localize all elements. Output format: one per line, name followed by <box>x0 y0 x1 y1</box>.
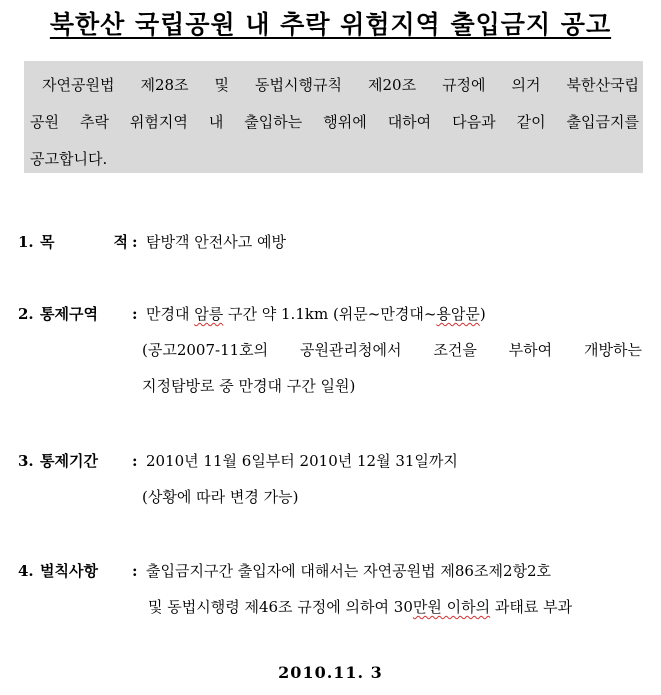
item-value <box>146 296 648 332</box>
notice-title <box>0 8 661 42</box>
item-label <box>40 224 132 260</box>
item-colon: : <box>132 562 138 580</box>
spellcheck-word: 용암문 <box>436 305 480 323</box>
item-continuation-1 <box>148 589 648 625</box>
item-number: 1. <box>18 233 34 251</box>
item-value: 출입금지구간 출입자에 대해서는 자연공원법 제86조제2항2호 <box>146 562 552 580</box>
item-continuation-2: 지정탐방로 중 만경대 구간 일원) <box>142 377 356 395</box>
value-part: 만경대 <box>146 305 195 323</box>
intro-box <box>24 61 643 173</box>
item-colon: : <box>132 233 138 251</box>
spellcheck-word: 암릉 <box>194 305 224 323</box>
item-value: 탐방객 안전사고 예방 <box>146 233 286 251</box>
item-continuation-1: (공고2007-11호의 공원관리청에서 조건을 부하여 개방하는 <box>142 341 642 359</box>
item-label: 벌칙사항 <box>40 562 98 580</box>
intro-line-1: 자연공원법 제28조 및 동법시행규칙 제20조 규정에 의거 북한산국립 <box>42 76 639 94</box>
item-penalty <box>18 553 648 625</box>
intro-line-3: 공고합니다. <box>30 150 108 168</box>
item-continuation-1: (상황에 따라 변경 가능) <box>142 488 299 506</box>
continuation-part: 과태료 부과 <box>490 598 573 616</box>
item-label: 통제구역 <box>40 305 98 323</box>
item-colon: : <box>132 305 138 323</box>
item-label-part-b: 적 <box>113 233 128 251</box>
spellcheck-word: 만원 이하의 <box>412 598 491 616</box>
item-control-period <box>18 443 648 515</box>
item-label-part-a: 목 <box>40 233 55 251</box>
item-value: 2010년 11월 6일부터 2010년 12월 31일까지 <box>146 452 458 470</box>
item-control-area <box>18 296 648 404</box>
notice-title-text: 북한산 국립공원 내 추락 위험지역 출입금지 공고 <box>49 10 612 39</box>
notice-date: 2010.11. 3 <box>278 663 383 682</box>
value-part: ) <box>479 305 486 323</box>
item-label: 통제기간 <box>40 452 98 470</box>
item-number: 2. <box>18 305 34 323</box>
intro-line-2: 공원 추락 위험지역 내 출입하는 행위에 대하여 다음과 같이 출입금지를 <box>30 113 639 131</box>
continuation-part: 및 동법시행령 제46조 규정에 의하여 30 <box>148 598 413 616</box>
item-number: 3. <box>18 452 34 470</box>
value-part: 구간 약 1.1km (위문~만경대~ <box>223 305 437 323</box>
item-colon: : <box>132 452 138 470</box>
item-purpose <box>18 224 648 260</box>
item-number: 4. <box>18 562 34 580</box>
